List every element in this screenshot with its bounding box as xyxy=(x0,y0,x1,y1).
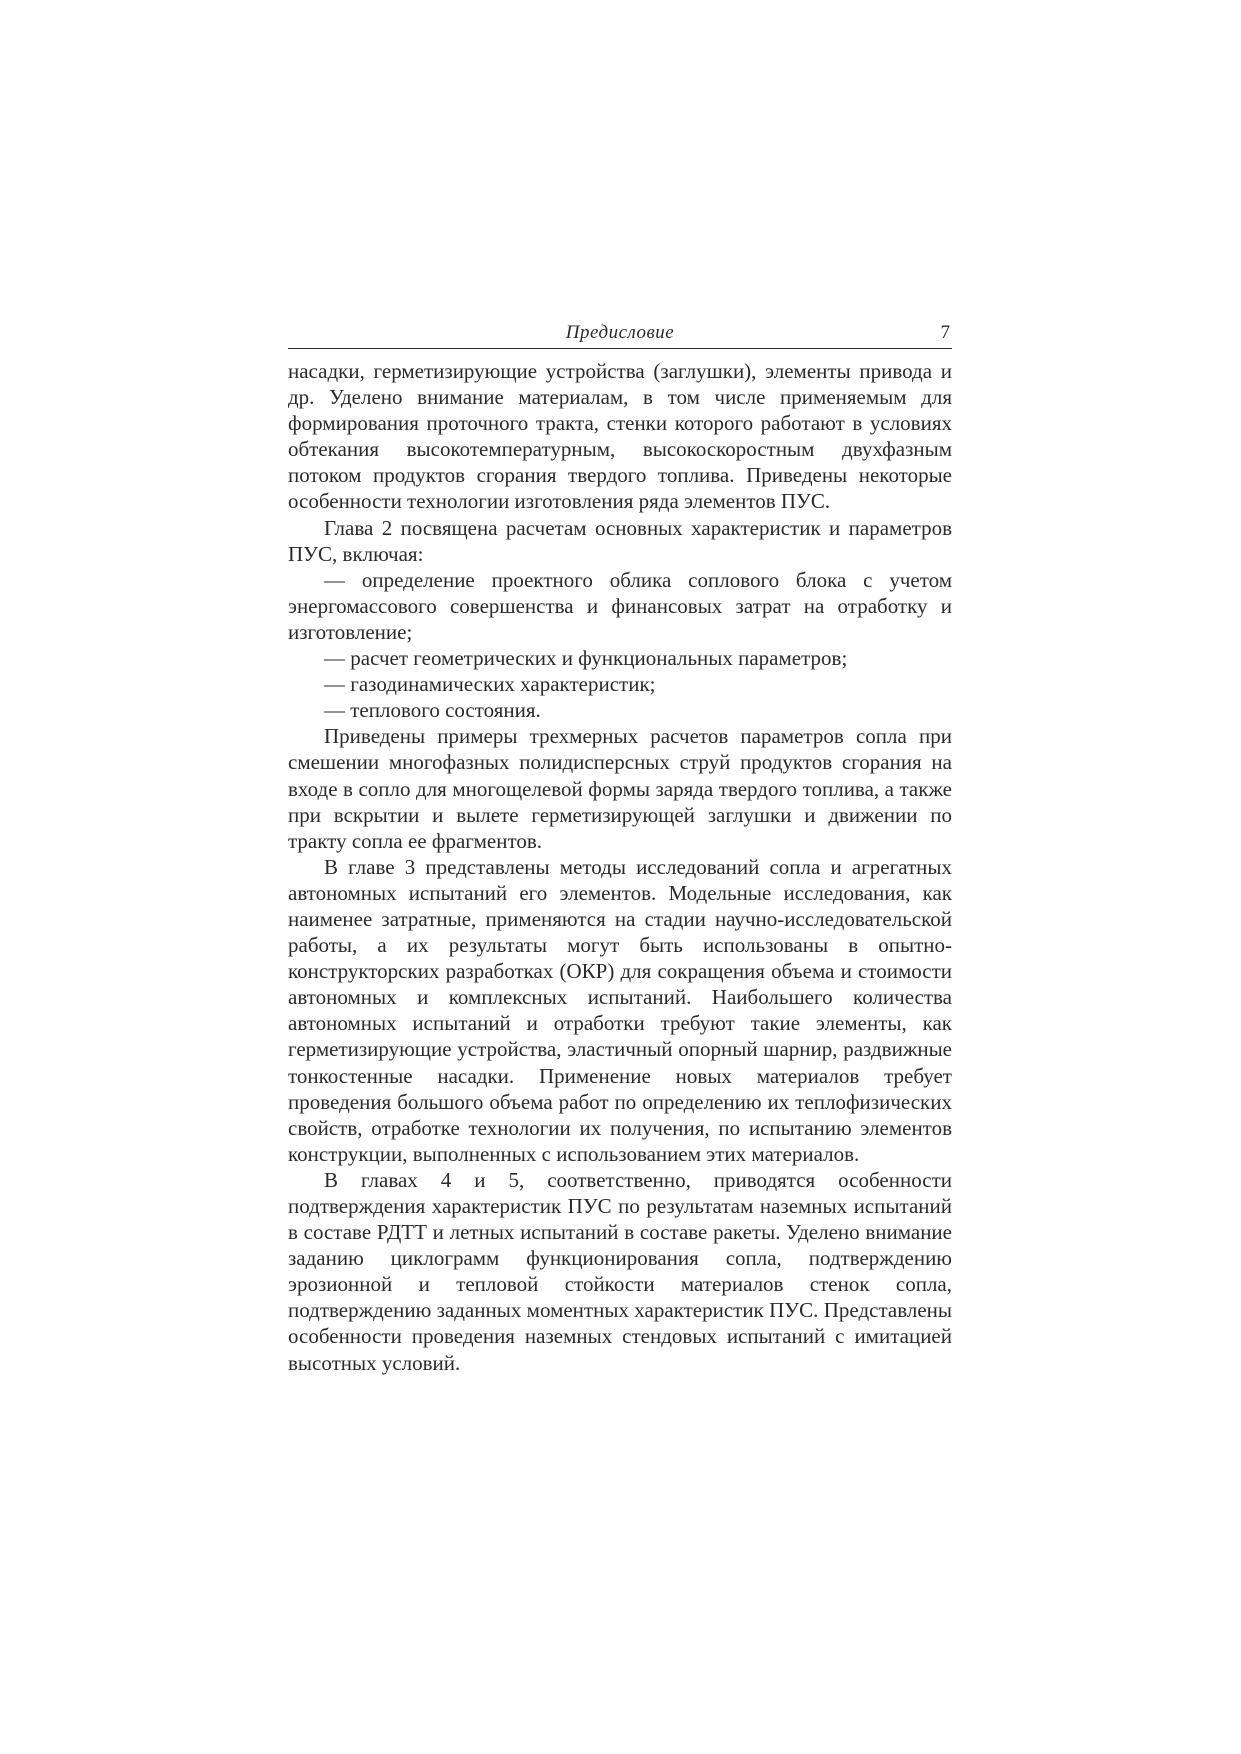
paragraph-continuation: насадки, герметизирующие устройства (заглушки), элементы привода и др. Уделено внимание материалам, в том числе применяемым для формирования проточного тракта, стенки которого работают в условиях обтекания высокотемпературным, высокоскоростным двухфазным потоком продуктов сгорания твердого топлива. Приведены некоторые особенности технологии изготовления ряда элементов ПУС. xyxy=(288,359,952,514)
page-number: 7 xyxy=(940,322,950,343)
paragraph-chapter-2: Глава 2 посвящена расчетам основных характеристик и параметров ПУС, включая: xyxy=(288,515,952,566)
body-text xyxy=(288,358,952,1376)
running-head xyxy=(288,322,952,349)
running-title: Предисловие xyxy=(565,322,675,343)
paragraph-examples: Приведены примеры трехмерных расчетов параметров сопла при смешении многофазных полидисперсных струй продуктов сгорания на входе в сопло для многощелевой формы заряда твердого топлива, а также при вскрытии и вылете герметизирующей заглушки и движении по тракту сопла ее фрагментов. xyxy=(288,724,952,853)
paragraph-chapter-3: В главе 3 представлены методы исследований сопла и агрегатных автономных испытаний его элементов. Модельные исследования, как наименее затратные, применяются на стадии научно-исследовательской работы, а их результаты могут быть использованы в опытно-конструкторских разработках (ОКР) для сокращения объема и стоимости автономных и комплексных испытаний. Наибольшего количества автономных испытаний и отработки требуют такие элементы, как герметизирующие устройства, эластичный опорный шарнир, раздвижные тонкостенные насадки. Применение новых материалов требует проведения большого объема работ по определению их теплофизических свойств, отработке технологии их получения, по испытанию элементов конструкции, выполненных с использованием этих материалов. xyxy=(288,854,952,1166)
list-item: — теплового состояния. xyxy=(324,698,541,723)
list-item: — расчет геометрических и функциональных параметров; xyxy=(324,646,848,671)
page-block xyxy=(288,322,952,1376)
list-item: — газодинамических характеристик; xyxy=(324,672,656,697)
list-item: — определение проектного облика соплового блока с учетом энергомассового совершенства и финансовых затрат на отработку и изготовление; xyxy=(288,567,952,644)
paragraph-chapters-4-5: В главах 4 и 5, соответственно, приводятся особенности подтверждения характеристик ПУС по результатам наземных испытаний в составе РДТТ и летных испытаний в составе ракеты. Уделено внимание заданию циклограмм функционирования сопла, подтверждению эрозионной и тепловой стойкости материалов стенок сопла, подтверждению заданных моментных характеристик ПУС. Представлены особенности проведения наземных стендовых испытаний с имитацией высотных условий. xyxy=(288,1167,952,1375)
